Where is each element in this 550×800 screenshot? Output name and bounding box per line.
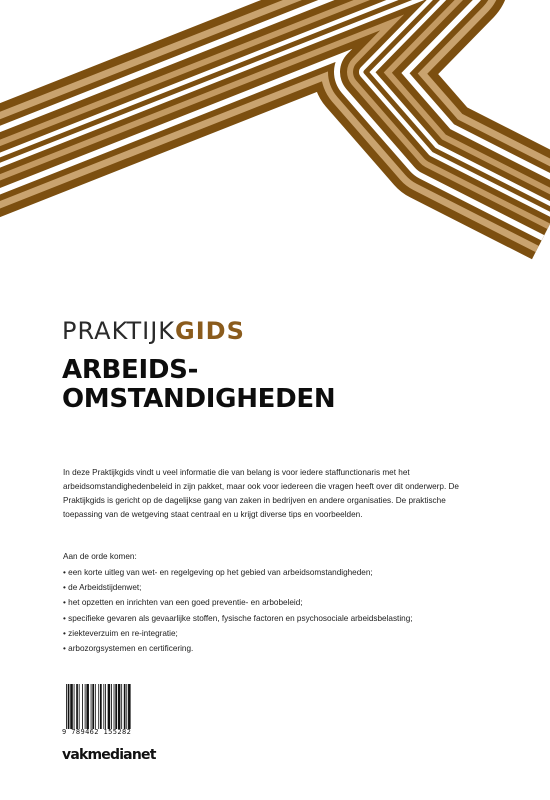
isbn-number: 9 789462 155282 (62, 728, 132, 736)
barcode-bar (108, 684, 111, 729)
barcode-bar (82, 684, 83, 729)
barcode-bar (118, 684, 121, 729)
list-item: • ziekteverzuim en re-integratie; (63, 626, 483, 641)
decorative-stripes (0, 0, 550, 300)
barcode-bar (79, 684, 80, 729)
barcode-bar (124, 684, 126, 729)
barcode-bar (100, 684, 102, 729)
barcode-bar (111, 684, 112, 729)
topics-list (63, 565, 483, 656)
barcode-bar (76, 684, 78, 729)
publisher-logo: vakmedianet (62, 747, 156, 763)
barcode-bar (70, 684, 73, 729)
barcode-bar (95, 684, 96, 729)
barcode-bars (66, 684, 150, 729)
list-item: • arbozorgsystemen en certificering. (63, 641, 483, 656)
isbn-barcode (62, 684, 152, 738)
barcode-bar (115, 684, 117, 729)
series-prefix: PRAKTIJK (62, 317, 176, 345)
barcode-bar (121, 684, 122, 729)
book-title-line-2: OMSTANDIGHEDEN (62, 384, 336, 414)
list-item: • de Arbeidstijdenwet; (63, 580, 483, 595)
barcode-bar (85, 684, 86, 729)
barcode-bar (98, 684, 99, 729)
barcode-bar (92, 684, 94, 729)
barcode-bar (128, 684, 131, 729)
barcode-bar (74, 684, 75, 729)
barcode-bar (86, 684, 89, 729)
barcode-bar (68, 684, 70, 729)
barcode-bar (91, 684, 92, 729)
book-title-line-1: ARBEIDS- (62, 355, 199, 385)
intro-paragraph: In deze Praktijkgids vindt u veel informatie die van belang is voor iedere staffunctionaris met het arbeidsomstandighedenbeleid in zijn pakket, maar ook voor iedereen die vragen heeft over dit onderwerp. De Praktijkgids is gericht op de dagelijkse gang van zaken in bedrijven en andere organisaties. De praktische toepassing van de wetgeving staat centraal en u krijgt diverse tips en voorbeelden. (63, 468, 459, 519)
list-item: • specifieke gevaren als gevaarlijke stoffen, fysische factoren en psychosociale arbeidsbelasting; (63, 611, 483, 626)
barcode-bar (114, 684, 115, 729)
series-name (62, 317, 245, 345)
barcode-bar (105, 684, 106, 729)
list-item: • een korte uitleg van wet- en regelgeving op het gebied van arbeidsomstandigheden; (63, 565, 483, 580)
topics-heading: Aan de orde komen: (63, 552, 137, 561)
barcode-bar (66, 684, 67, 729)
series-suffix: GIDS (175, 317, 245, 345)
barcode-bar (103, 684, 104, 729)
list-item: • het opzetten en inrichten van een goed preventie- en arbobeleid; (63, 595, 483, 610)
barcode-bar (126, 684, 127, 729)
book-title (62, 356, 335, 414)
